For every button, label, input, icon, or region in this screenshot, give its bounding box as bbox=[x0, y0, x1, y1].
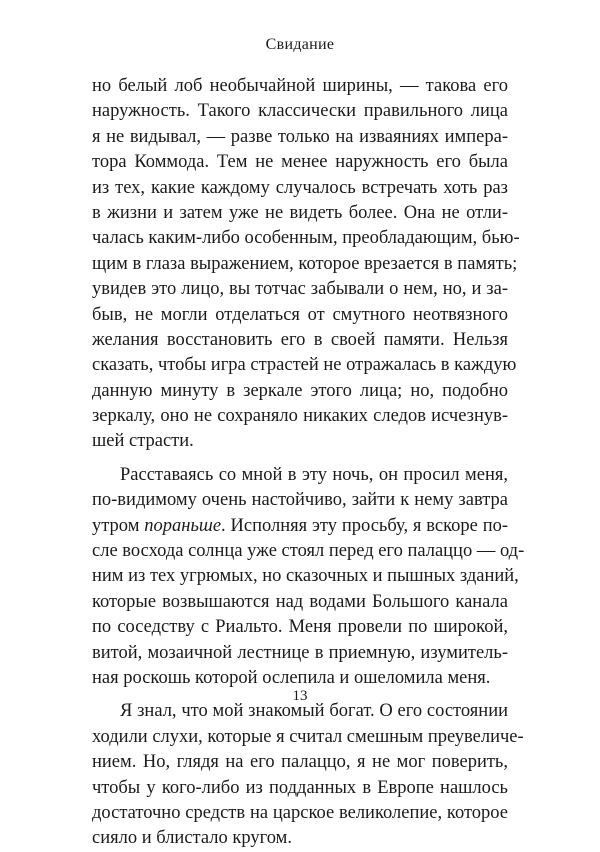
text-line: по соседству с Риальто. Меня провели по широкой, bbox=[92, 617, 508, 638]
text-line: быв, не могли отделаться от смутного неотвязного bbox=[92, 304, 508, 325]
text-line: ним из тех угрюмых, но сказочных и пышных зданий, bbox=[92, 566, 519, 587]
text-line: которые возвышаются над водами Большого канала bbox=[92, 591, 508, 612]
text-line: сияло и блистало кругом. bbox=[92, 828, 292, 849]
text-line: достаточно средств на царское великолепие, которое bbox=[92, 802, 508, 823]
text-line: увидев это лицо, вы тотчас забывали о нем, но, и за- bbox=[92, 279, 508, 300]
text-line: ходили слухи, которые я считал смешным преувеличе- bbox=[92, 726, 524, 747]
emphasis-run: пораньше bbox=[144, 515, 222, 536]
text-line: наружность. Такого классически правильного лица bbox=[92, 101, 508, 122]
text-line: щим в глаза выражением, которое врезается в память; bbox=[92, 253, 518, 274]
text-run: . Исполняя эту просьбу, я вскоре по- bbox=[221, 515, 508, 536]
text-line: зеркалу, оно не сохраняло никаких следов исчезнув- bbox=[92, 406, 508, 427]
text-line: ная роскошь которой ослепила и ошеломила меня. bbox=[92, 667, 491, 688]
running-head: Свидание bbox=[265, 36, 335, 53]
text-line: но белый лоб необычайной ширины, — такова его bbox=[92, 76, 508, 96]
text-line: Расставаясь со мной в эту ночь, он просил меня, bbox=[120, 464, 508, 485]
text-line: в жизни и затем уже не видеть более. Она не отли- bbox=[92, 202, 508, 223]
text-line: из тех, какие каждому случалось встречать хоть раз bbox=[92, 177, 508, 198]
page-number: 13 bbox=[292, 688, 308, 704]
paragraph-3 bbox=[92, 699, 524, 851]
paragraph-1 bbox=[92, 74, 520, 455]
text-line: чтобы у кого-либо из подданных в Европе нашлось bbox=[92, 777, 508, 798]
body-text bbox=[92, 74, 525, 852]
text-line: витой, мозаичной лестнице в приемную, изумитель- bbox=[92, 642, 508, 663]
text-line: данную минуту в зеркале этого лица; но, подобно bbox=[92, 380, 508, 401]
text-line: шей страсти. bbox=[92, 431, 194, 452]
text-line: нием. Но, глядя на его палаццо, я не мог поверить, bbox=[92, 752, 508, 773]
text-line: по-видимому очень настойчиво, зайти к нему завтра bbox=[92, 490, 508, 511]
paragraph-2 bbox=[92, 463, 525, 692]
text-line-mixed bbox=[92, 514, 508, 539]
text-line: желания восстановить его в своей памяти. Нельзя bbox=[92, 329, 508, 350]
text-line: сле восхода солнца уже стоял перед его палаццо — од- bbox=[92, 541, 525, 562]
text-line: сказать, чтобы игра страстей не отражалась в каждую bbox=[92, 355, 517, 376]
text-line: Я знал, что мой знакомый богат. О его состоянии bbox=[120, 701, 508, 722]
text-line: чалась каким-либо особенным, преобладающим, бью- bbox=[92, 228, 520, 249]
text-line: я не видывал, — разве только на изваяниях импера- bbox=[92, 126, 508, 147]
text-line: тора Коммода. Тем не менее наружность его была bbox=[92, 152, 508, 173]
text-run: утром bbox=[92, 515, 140, 536]
paragraph-gap bbox=[92, 455, 508, 463]
